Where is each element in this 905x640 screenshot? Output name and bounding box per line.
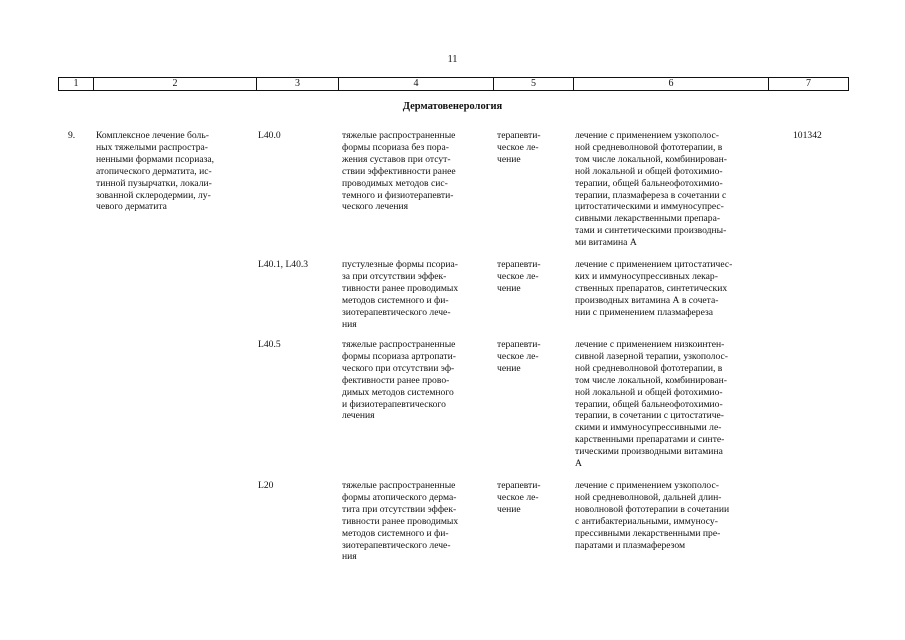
type-line: ческое ле- (497, 141, 539, 153)
condition-line: лечения (342, 410, 375, 422)
condition-line: за при отсутствии эффек- (342, 270, 447, 282)
treatment-line: ственных препаратов, синтетических (575, 282, 728, 294)
type-line: ческое ле- (497, 270, 539, 282)
treatment-line: с антибактериальными, иммуносу- (575, 515, 718, 527)
condition-line: зиотерапевтического лече- (342, 306, 451, 318)
treatment-line: лечение с применением низкоинтен- (575, 339, 725, 350)
type-line: чение (497, 282, 521, 294)
condition-line: методов системного и фи- (342, 294, 449, 306)
treatment-line: прессивными лекарственными пре- (575, 527, 721, 539)
treatment-line: терапии, в сочетании с цитостатиче- (575, 410, 724, 422)
treatment-line: скими и иммуносупрессивными ле- (575, 422, 722, 434)
treatment-line: цитостатическими и иммуносупрес- (575, 201, 724, 213)
row-type (497, 480, 565, 516)
row-condition (342, 480, 488, 563)
condition-line: формы псориаза без пора- (342, 141, 449, 153)
condition-line: ния (342, 551, 357, 563)
condition-line: методов системного и фи- (342, 527, 449, 539)
header-col-4: 4 (338, 78, 493, 90)
row-condition (342, 259, 488, 330)
row-type (497, 259, 565, 295)
entry-title-line: чевого дерматита (96, 201, 167, 213)
condition-line: тяжелые распространенные (342, 339, 456, 350)
row-codes: L20 (258, 480, 274, 491)
row-treatment (575, 339, 771, 470)
condition-line: и физиотерапевтического (342, 398, 446, 410)
treatment-line: новолновой фототерапии в сочетании (575, 503, 730, 515)
entry-title-line: атопического дерматита, ис- (96, 165, 212, 177)
header-col-7: 7 (768, 78, 849, 90)
condition-line: проводимых методов сис- (342, 177, 448, 189)
condition-line: темного и физиотерапевти- (342, 189, 454, 201)
treatment-line: ной локальной и общей фотохимио- (575, 386, 723, 398)
condition-line: фективности ранее прово- (342, 374, 450, 386)
type-line: терапевти- (497, 339, 541, 350)
row-type (497, 339, 565, 375)
header-col-1: 1 (58, 78, 93, 90)
condition-line: тивности ранее проводимых (342, 515, 459, 527)
treatment-line: А (575, 458, 582, 470)
treatment-line: ной средневолновой, дальней длин- (575, 491, 722, 503)
row-condition (342, 339, 488, 422)
treatment-line: том числе локальной, комбинирован- (575, 374, 728, 386)
treatment-line: карственными препаратами и синте- (575, 434, 725, 446)
row-treatment (575, 259, 771, 319)
table-header-row (58, 77, 849, 91)
type-line: чение (497, 153, 521, 165)
condition-line: зиотерапевтического лече- (342, 539, 451, 551)
condition-line: ствии эффективности ранее (342, 165, 456, 177)
condition-line: тита при отсутствии эффек- (342, 503, 457, 515)
type-line: терапевти- (497, 480, 541, 491)
entry-title-line: ных тяжелыми распростра- (96, 141, 208, 153)
row-type (497, 130, 565, 166)
treatment-line: лечение с применением узкополос- (575, 480, 719, 491)
entry-title (96, 130, 244, 213)
section-title: Дерматовенерология (402, 101, 503, 112)
condition-line: тяжелые распространенные (342, 130, 456, 141)
row-codes: L40.1, L40.3 (258, 259, 309, 270)
condition-line: жения суставов при отсут- (342, 153, 451, 165)
treatment-line: ной средневолновой фототерапии, в (575, 362, 723, 374)
condition-line: формы атопического дерма- (342, 491, 457, 503)
entry-title-line: Комплексное лечение боль- (96, 130, 209, 141)
header-col-2: 2 (93, 78, 256, 90)
type-line: ческое ле- (497, 350, 539, 362)
condition-line: формы псориаза артропати- (342, 350, 456, 362)
header-col-5: 5 (493, 78, 573, 90)
type-line: терапевти- (497, 259, 541, 270)
treatment-line: нии с применением плазмафереза (575, 306, 714, 318)
condition-line: тяжелые распространенные (342, 480, 456, 491)
treatment-line: ми витамина А (575, 237, 637, 249)
treatment-line: ной локальной и общей фотохимио- (575, 165, 723, 177)
condition-line: димых методов системного (342, 386, 454, 398)
treatment-line: тическими производными витамина (575, 446, 723, 458)
type-line: чение (497, 362, 521, 374)
entry-title-line: тинной пузырчатки, локали- (96, 177, 212, 189)
row-codes: L40.0 (258, 130, 281, 141)
treatment-line: производных витамина А в сочета- (575, 294, 719, 306)
treatment-line: сивной лазерной терапии, узкополос- (575, 350, 728, 362)
entry-number: 9. (68, 130, 76, 141)
header-col-6: 6 (573, 78, 768, 90)
condition-line: ческого лечения (342, 201, 409, 213)
condition-line: пустулезные формы псориа- (342, 259, 458, 270)
row-condition (342, 130, 488, 213)
treatment-line: тами и синтетическими производны- (575, 225, 727, 237)
type-line: терапевти- (497, 130, 541, 141)
treatment-line: ной средневолновой фототерапии, в (575, 141, 723, 153)
treatment-line: сивными лекарственными препара- (575, 213, 721, 225)
entry-title-line: ненными формами псориаза, (96, 153, 215, 165)
treatment-line: ких и иммуносупрессивных лекар- (575, 270, 718, 282)
page-number: 11 (447, 54, 458, 65)
row-treatment (575, 480, 771, 551)
treatment-line: паратами и плазмаферезом (575, 539, 686, 551)
condition-line: тивности ранее проводимых (342, 282, 459, 294)
treatment-line: терапии, общей бальнеофотохимио- (575, 398, 723, 410)
type-line: ческое ле- (497, 491, 539, 503)
type-line: чение (497, 503, 521, 515)
treatment-line: том числе локальной, комбинирован- (575, 153, 728, 165)
header-col-3: 3 (256, 78, 338, 90)
row-treatment (575, 130, 771, 249)
treatment-line: лечение с применением цитостатичес- (575, 259, 733, 270)
treatment-line: терапии, плазмафереза в сочетании с (575, 189, 727, 201)
entry-title-line: зованной склеродермии, лу- (96, 189, 211, 201)
entry-code-value: 101342 (793, 130, 822, 141)
condition-line: ния (342, 318, 357, 330)
treatment-line: лечение с применением узкополос- (575, 130, 719, 141)
treatment-line: терапии, общей бальнеофотохимио- (575, 177, 723, 189)
row-codes: L40.5 (258, 339, 281, 350)
condition-line: ческого при отсутствии эф- (342, 362, 455, 374)
